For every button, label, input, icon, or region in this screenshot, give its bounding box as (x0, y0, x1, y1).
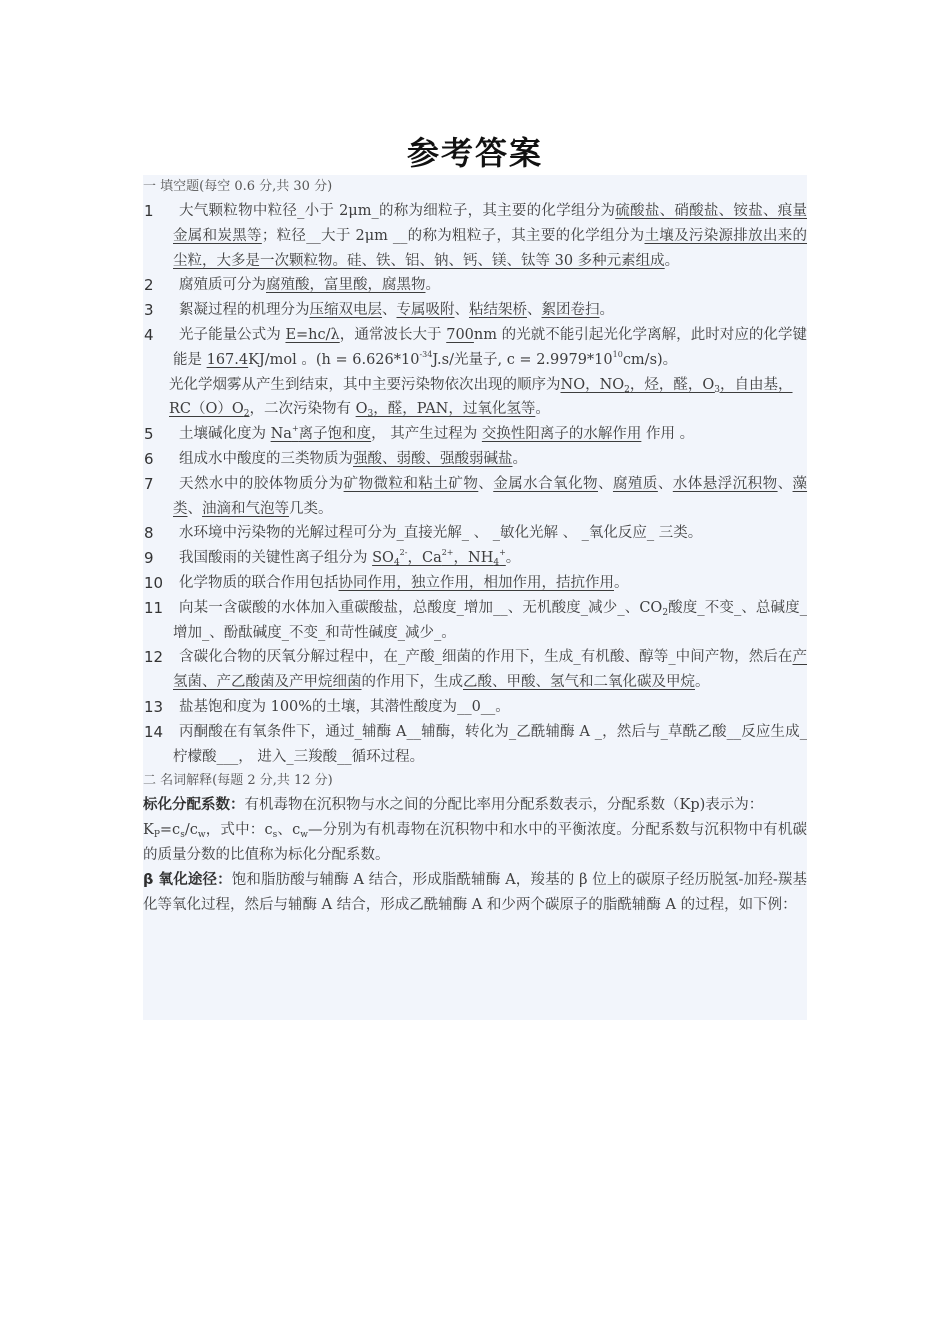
answer-item-10: 10 化学物质的联合作用包括协同作用，独立作用，相加作用，拮抗作用。 (143, 571, 807, 596)
definition-term: β 氧化途径： (143, 871, 232, 888)
answer-blank: 水体悬浮沉积物 (672, 475, 778, 492)
answer-item-11: 11 向某一含碳酸的水体加入重碳酸盐，总酸度_增加__、无机酸度_减少_、$CO_2$酸度_不变_、总碱度_增加_、酚酞碱度_不变_和苛性碱度_减少_。 (143, 596, 807, 646)
answer-blank: 絮团卷扫 (541, 302, 600, 319)
answer-blank: 矿物微粒和粘土矿物 (343, 475, 479, 492)
answer-item-2: 2 腐殖质可分为腐殖酸，富里酸，腐黑物。 (143, 273, 807, 298)
item-number: 1 (144, 202, 154, 220)
answer-item-3: 3 絮凝过程的机理分为压缩双电层、专属吸附、粘结架桥、絮团卷扫。 (143, 298, 807, 323)
answer-blank: 协同作用，独立作用，相加作用，拮抗作用 (338, 574, 614, 591)
item-number: 12 (144, 648, 164, 667)
answer-blank: 硫酸盐、硝酸盐、铵盐、痕量金属和炭黑等 (173, 203, 807, 244)
section-heading-fill-in: 一 填空题(每空 0.6 分,共 30 分) (143, 179, 333, 194)
definition-partition-coefficient: 标化分配系数：有机毒物在沉积物与水之间的分配比率用分配系数表示，分配系数（Kp)表示为： (143, 797, 764, 814)
item-number: 4 (144, 325, 154, 344)
answer-blank: 压缩双电层 (309, 302, 382, 319)
definition-term: 标化分配系数： (143, 797, 245, 814)
answer-blank: NO，$NO_2$，烃，醛，$O_3$，自由基，$RC(O)O_2$ (169, 376, 793, 420)
answer-blank: $O_3$，醛，PAN，过氧化氢等 (355, 401, 536, 420)
item-number: 2 (144, 276, 154, 295)
answer-blank: 土壤及污染源排放出来的尘粒，大多是一次颗粒物。硅、铁、铝、钠、钙、镁、钛等 30 多种元素组成 (173, 227, 808, 269)
answer-blank: E=hc/λ (285, 326, 340, 343)
item-number: 11 (144, 598, 164, 617)
answer-item-7: 7 天然水中的胶体物质分为矿物微粒和粘土矿物、金属水合氧化物、腐殖质、水体悬浮沉积物、藻类、油滴和气泡等几类。 (143, 472, 807, 522)
answer-blank: __0__ (457, 698, 496, 715)
answer-blank: 金属水合氧化物 (493, 475, 598, 492)
item-number: 13 (144, 697, 164, 716)
answer-blank: 专属吸附 (396, 302, 455, 319)
answer-item-4-continued: 光化学烟雾从产生到结束，其中主要污染物依次出现的顺序为NO，$NO_2$，烃，醛，$O_3$，自由基，$RC(O)O_2$，二次污染物有 $O_3$，醛，PAN，过氧化氢等。 (169, 376, 793, 420)
definition-partition-coefficient-formula: $K_P=c_s/c_w$，式中：$c_s$、$c_w—$分别为有机毒物在沉积物中和水中的平衡浓度。分配系数与沉积物中有机碳的质量分数的比值称为标化分配系数。 (143, 822, 808, 863)
answer-blank: 乙酸、甲酸、氢气和二氧化碳及甲烷 (463, 674, 695, 691)
answer-content (143, 175, 807, 1020)
item-number: 7 (144, 474, 154, 493)
definition-beta-oxidation: β 氧化途径：饱和脂肪酸与辅酶 A 结合，形成脂酰辅酶 A，羧基的 β 位上的碳原子经历脱氢-加羟-羰基化等氧化过程，然后与辅酶 A 结合，形成乙酰辅酶 A 和少两个碳原子的脂酰辅酶 A 的过程，如下例： (143, 871, 807, 913)
answer-blank: 腐殖质 (612, 475, 658, 492)
page-title: 参考答案 (406, 134, 543, 172)
item-number: 3 (144, 301, 154, 320)
answer-item-6: 6 组成水中酸度的三类物质为强酸、弱酸、强酸弱碱盐。 (143, 447, 807, 472)
answer-item-12: 12 含碳化合物的厌氧分解过程中，在_产酸_细菌的作用下，生成_有机酸、醇等_中间产物，然后在产氢菌、产乙酸菌及产甲烷细菌的作用下，生成乙酸、甲酸、氢气和二氧化碳及甲烷。 (143, 645, 807, 695)
item-number: 8 (144, 524, 154, 543)
answer-item-1: 1 大气颗粒物中粒径_小于 2μm_的称为细粒子，其主要的化学组分为硫酸盐、硝酸盐、铵盐、痕量金属和炭黑等；粒径__大于 2μm __的称为粗粒子，其主要的化学组分为土壤及污染源排放出来的尘粒，大多是一次颗粒物。硅、铁、铝、钠、钙、镁、钛等 30 多种元素组成。 (143, 199, 807, 273)
item-number: 5 (144, 425, 154, 444)
item-number: 6 (144, 449, 154, 468)
answer-item-5: 5 土壤碱化度为 Na+离子饱和度， 其产生过程为 交换性阳离子的水解作用 作用 。 (143, 422, 807, 447)
answer-item-13: 13 盐基饱和度为 100%的土壤，其潜性酸度为__0__。 (143, 695, 807, 720)
answer-item-4: 4 光子能量公式为 E=hc/λ，通常波长大于 700nm 的光就不能引起光化学离解，此时对应的化学键能是 167.4KJ/mol 。($h = 6.626*10^{-34}J.s/$光量子, $c = 2.9979*10^{10}cm/s$)。 (143, 323, 807, 373)
answer-blank: 藻类 (173, 475, 808, 517)
answer-blank: $SO_4^{2-}$，$Ca^{2+}$，$NH_4^+$ (372, 548, 506, 569)
item-number: 14 (144, 722, 164, 741)
answer-blank: 油滴和气泡等 (202, 500, 289, 517)
answer-item-14: 14 丙酮酸在有氧条件下，通过_辅酶 A__辅酶，转化为_乙酰辅酶 A _，然后与_草酰乙酸__反应生成_柠檬酸___， 进入_三羧酸__循环过程。 (143, 720, 807, 770)
answer-blank: 700 (446, 326, 474, 343)
answer-blank: 粘结架桥 (469, 302, 527, 319)
answer-blank: 腐殖酸，富里酸，腐黑物 (266, 277, 426, 294)
answer-blank: 交换性阳离子的水解作用 (481, 426, 642, 443)
answer-blank: 167.4 (206, 351, 249, 368)
item-number: 9 (144, 549, 154, 568)
answer-blank: 产氢菌、产乙酸菌及产甲烷细菌 (173, 649, 807, 691)
answer-blank: Na+离子饱和度 (270, 424, 372, 443)
section-heading-definitions: 二 名词解释(每题 2 分,共 12 分) (143, 773, 333, 789)
answer-item-9: 9 我国酸雨的关键性离子组分为 $SO_4^{2-}$，$Ca^{2+}$，$NH_4^+$。 (143, 546, 807, 571)
item-number: 10 (144, 573, 164, 592)
answer-blank: 强酸、弱酸、强酸弱碱盐 (353, 450, 513, 467)
answer-item-8: 8 水环境中污染物的光解过程可分为_直接光解_ 、 _敏化光解 、 _氧化反应_ 三类。 (143, 521, 807, 546)
